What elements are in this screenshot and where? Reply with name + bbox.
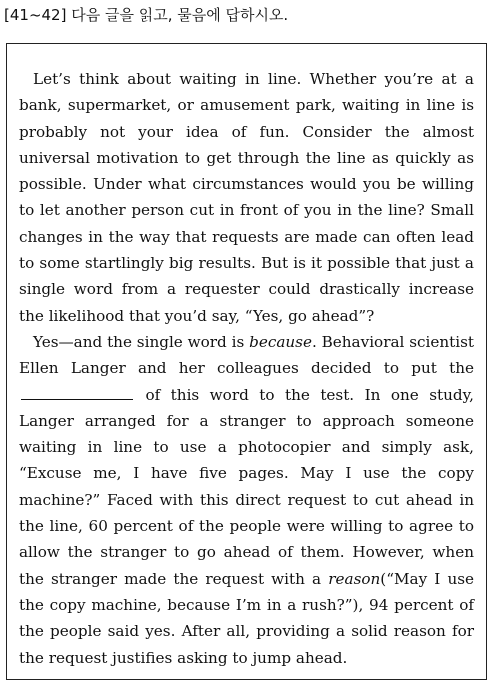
- p2-text-3: of this word to the test. In one study, Langer arranged for a stranger to approach someone waiting in line to use a photocopier and simply ask, “Excuse me, I have five pages. May I use the copy machine?” Faced with this direct request to cut ahead in the line, 60 percent of the people were willing to agree to allow the stranger to go ahead of them. However, when the stranger made the request with a: [19, 385, 474, 588]
- question-range: [41~42]: [4, 6, 67, 24]
- p2-emphasis-reason: reason: [328, 569, 381, 588]
- question-header: [4, 4, 484, 26]
- p2-text-4: (“May I use the copy machine, because I’m in a rush?”), 94 percent of the people said yes. After all, providing a solid reason for the request justifies asking to jump ahead.: [19, 569, 475, 667]
- passage-paragraph-1: Let’s think about waiting in line. Whether you’re at a bank, supermarket, or amusement park, waiting in line is probably not your idea of fun. Consider the almost universal motivation to get through the line as quickly as possible. Under what circumstances would you be willing to let another person cut in front of you in the line? Small changes in the way that requests are made can often lead to some startlingly big results. But is it possible that just a single word from a requester could drastically increase the likelihood that you’d say, “Yes, go ahead”?: [19, 70, 474, 325]
- answer-blank: [21, 385, 133, 400]
- passage-paragraph-2: [19, 329, 474, 671]
- passage-box: [6, 43, 487, 680]
- p2-text-2: . Behavioral scientist Ellen Langer and her colleagues decided to put the: [19, 332, 474, 378]
- question-instruction: 다음 글을 읽고, 물음에 답하시오.: [66, 6, 289, 24]
- p2-emphasis-because: because: [249, 332, 312, 351]
- p2-text-1: Yes—and the single word is: [33, 332, 250, 351]
